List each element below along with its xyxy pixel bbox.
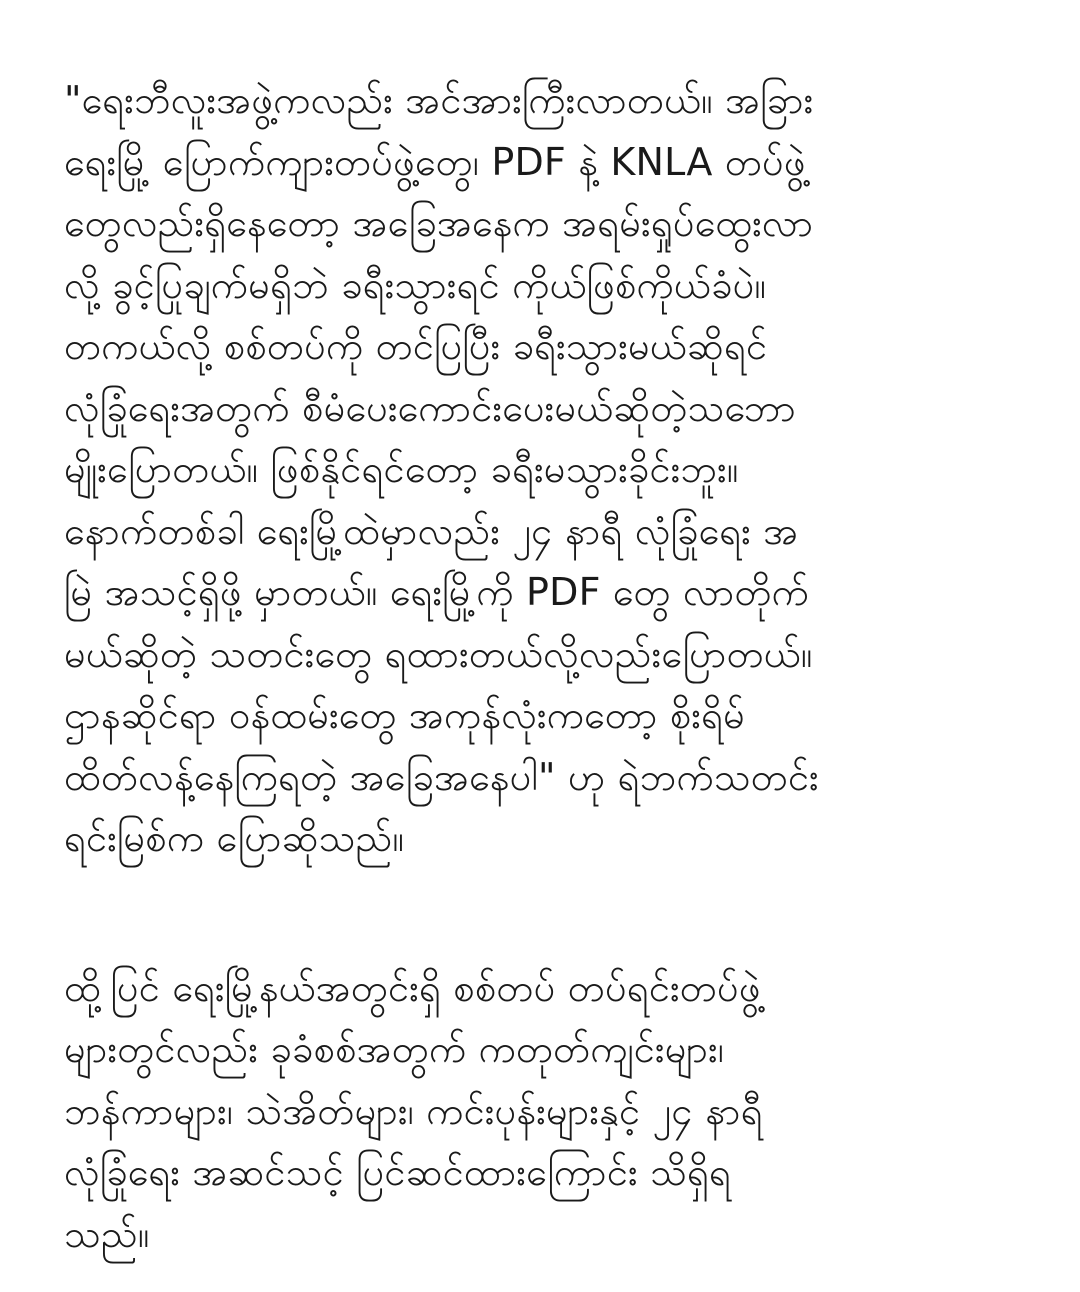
text-line: ဌာနဆိုင်ရာ ဝန်ထမ်းတွေ အကုန်လုံးကတော့ စိုးရိမ် [64,693,745,737]
text-line: ရင်းမြစ်က ပြောဆိုသည်။ [64,816,405,860]
text-line: နောက်တစ်ခါ ရေးမြို့ထဲမှာလည်း ၂၄ နာရီ လုံခြုံရေး အ [64,508,799,553]
text-line: မြဲ အသင့်ရှိဖို့ မှာတယ်။ ရေးမြို့ကို PDF တွေ လာတိုက် [64,570,810,614]
text-line: များတွင်လည်း ခုခံစစ်အတွက် ကတုတ်ကျင်းများ၊ [64,1027,725,1071]
text-line: ရေးမြို့ ပြောက်ကျားတပ်ဖွဲ့တွေ၊ PDF နဲ့ KNLA တပ်ဖွဲ့ [64,139,806,184]
text-line: မယ်ဆိုတဲ့ သတင်းတွေ ရထားတယ်လို့လည်းပြောတယ်။ [64,631,813,676]
text-line: သည်။ [64,1211,150,1256]
paragraph-spacer [64,870,1054,958]
text-line: မျိုးပြောတယ်။ ဖြစ်နိုင်ရင်တော့ ခရီးမသွားခိုင်းဘူး။ [64,447,739,491]
text-line: လို့ ခွင့်ပြုချက်မရှိဘဲ ခရီးသွားရင် ကိုယ်ဖြစ်ကိုယ်ခံပဲ။ [64,262,767,307]
text-line: လုံခြုံရေးအတွက် စီမံပေးကောင်းပေးမယ်ဆိုတဲ့သဘော [64,385,797,430]
article-body [64,70,1054,1265]
text-line: ထို့ပြင် ရေးမြို့နယ်အတွင်းရှိ စစ်တပ် တပ်ရင်းတပ်ဖွဲ့ [64,965,761,1010]
text-line: ထိတ်လန့်နေကြရတဲ့ အခြေအနေပါ" ဟု ရဲဘက်သတင်း [64,754,819,799]
paragraph-quote [64,70,1054,870]
text-line: "ရေးဘီလူးအဖွဲ့ကလည်း အင်အားကြီးလာတယ်။ အခြား [64,78,814,122]
text-line: ဘန်ကာများ၊ သဲအိတ်များ၊ ကင်းပုန်းများနှင့် ၂၄ နာရီ [64,1088,763,1133]
paragraph-second [64,958,1054,1266]
text-line: တွေလည်းရှိနေတော့ အခြေအနေက အရမ်းရှုပ်ထွေးလာ [64,201,814,245]
text-line: တကယ်လို့ စစ်တပ်ကို တင်ပြပြီး ခရီးသွားမယ်ဆိုရင် [64,324,768,368]
text-line: လုံခြုံရေး အဆင်သင့် ပြင်ဆင်ထားကြောင်း သိရှိရ [64,1150,732,1194]
